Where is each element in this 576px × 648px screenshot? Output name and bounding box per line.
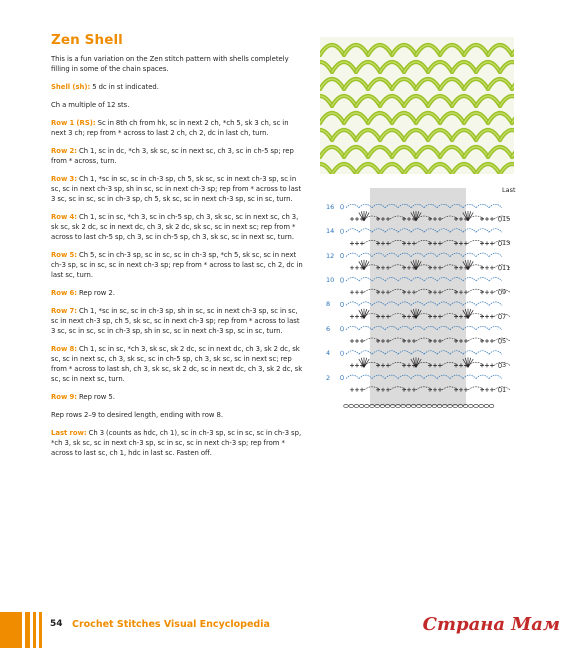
swatch-lace-image [320, 37, 514, 174]
instruction-text: Ch 1, sc in sc, *ch 3, sc in ch-5 sp, ch 3, sk sc, sc in next sc, ch 3, sk sc, sk 2 dc, sc in next dc, ch 3, sk 2 dc, sk sc, sc in next sc; rep from * across to last ch-5 sp, ch 3, sc in ch-5 sp, ch 3, sk sc, sc in next sc, turn. [51, 213, 299, 241]
instruction-text: Ch 1, sc in dc, *ch 3, sk sc, sc in next sc, ch 3, sc in ch-5 sp; rep from * across, turn. [51, 147, 294, 165]
instruction-text: Ch a multiple of 12 sts. [51, 101, 130, 109]
row-number-odd: 1 [502, 385, 507, 394]
instruction-paragraph [51, 306, 305, 336]
instruction-label: Shell (sh): [51, 83, 91, 91]
instruction-label: Row 2: [51, 147, 77, 155]
instruction-paragraph [51, 82, 305, 92]
instruction-label: Row 3: [51, 175, 77, 183]
instruction-text: Ch 1, sc in sc, *ch 3, sk sc, sk 2 dc, sc in next dc, ch 3, sk 2 dc, sk sc, sc in next sc, ch 3, sk sc, sc in ch-5 sp, ch 3, sk sc, sc in next sc; rep from * across to last sh, ch 3, sk sc, sk 2 dc, sc in next dc, ch 3, sk 2 dc, sk sc, sc in next sc, turn. [51, 345, 303, 383]
pattern-instructions [51, 82, 305, 458]
instruction-text: Ch 1, *sc in sc, sc in ch-3 sp, sh in sc, sc in next ch-3 sp, sc in sc, sc in next ch-3 sp, ch 5, sk sc, sc in next ch-3 sp; rep from * across to last 3 sc, sc in sc, sc in ch-3 sp, sh in sc, sc in next ch-3 sp, sc in sc, turn. [51, 307, 300, 335]
row-number-odd: 5 [502, 337, 507, 345]
instruction-paragraph [51, 118, 305, 138]
row-number-even: 12 [326, 251, 335, 260]
row-number-even: 14 [326, 227, 335, 236]
book-title: Crochet Stitches Visual Encyclopedia [72, 619, 270, 630]
pattern-title: Zen Shell [51, 32, 123, 48]
swatch-photo [320, 37, 514, 174]
instruction-paragraph [51, 392, 305, 402]
instruction-text: Sc in 8th ch from hk, sc in next 2 ch, *ch 5, sk 3 ch, sc in next 3 ch; rep from * across to last 2 ch, ch 2, dc in last ch, turn. [51, 119, 289, 137]
stitch-chart [318, 180, 548, 412]
instruction-label: Last row: [51, 429, 87, 437]
instruction-paragraph [51, 212, 305, 242]
instruction-text: 5 dc in st indicated. [90, 83, 159, 91]
row-number-even: 16 [326, 202, 335, 211]
instruction-paragraph [51, 100, 305, 110]
footer-decoration [0, 612, 46, 648]
page-number: 54 [50, 619, 63, 629]
instruction-label: Row 1 (RS): [51, 119, 96, 127]
row-number-odd: 13 [502, 239, 511, 248]
instruction-paragraph [51, 288, 305, 298]
watermark: Страна Мам [422, 614, 560, 635]
row-number-even: 10 [326, 276, 335, 284]
instruction-paragraph [51, 428, 305, 458]
instruction-paragraph [51, 344, 305, 384]
pattern-text-column [51, 32, 305, 466]
instruction-text: Rep row 2. [76, 289, 115, 297]
row-number-odd: 9 [502, 288, 507, 297]
instruction-label: Row 9: [51, 393, 77, 401]
pattern-intro: This is a fun variation on the Zen stitch pattern with shells completely filling in some of the chain spaces. [51, 55, 289, 73]
row-number-odd: 15 [502, 215, 511, 223]
row-number-even: 6 [326, 324, 331, 333]
stitch-diagram [318, 180, 548, 412]
instruction-text: Ch 3 (counts as hdc, ch 1), sc in ch-3 sp, sc in sc, sc in ch-3 sp, *ch 3, sk sc, sc in next ch-3 sp, sc in sc, sc in next ch-3 sp; rep from * across to last sc, ch 1, hdc in last sc. Fasten off. [51, 429, 302, 457]
instruction-label: Row 6: [51, 289, 77, 297]
instruction-label: Row 8: [51, 345, 77, 353]
row-number-odd: 7 [502, 312, 507, 321]
instruction-text: Ch 5, sc in ch-3 sp, sc in sc, sc in ch-3 sp, *ch 5, sk sc, sc in next ch-3 sp, sc in sc, sc in next ch-3 sp; rep from * across to last sc, ch 2, dc in last sc, turn. [51, 251, 303, 279]
instruction-label: Row 4: [51, 213, 77, 221]
instruction-label: Row 5: [51, 251, 77, 259]
instruction-text: Rep rows 2–9 to desired length, ending with row 8. [51, 411, 223, 419]
row-number-odd: 3 [502, 361, 507, 370]
row-number-odd: 11 [502, 263, 511, 272]
instruction-text: Rep row 5. [76, 393, 115, 401]
instruction-label: Row 7: [51, 307, 77, 315]
row-number-even: 4 [326, 349, 331, 358]
instruction-paragraph [51, 174, 305, 204]
last-row-label: Last [502, 186, 516, 194]
instruction-paragraph [51, 410, 305, 420]
row-number-even: 2 [326, 373, 331, 382]
row-number-even: 8 [326, 300, 331, 309]
instruction-paragraph [51, 250, 305, 280]
instruction-text: Ch 1, *sc in sc, sc in ch-3 sp, ch 5, sk sc, sc in next ch-3 sp, sc in sc, sc in next ch-3 sp, sh in sc, sc in next ch-3 sp; rep from * across to last 3 sc, sc in sc, sc in ch-3 sp, ch 5, sk sc, sc in next ch-3 sp, sc in sc, turn. [51, 175, 302, 203]
instruction-paragraph [51, 146, 305, 166]
